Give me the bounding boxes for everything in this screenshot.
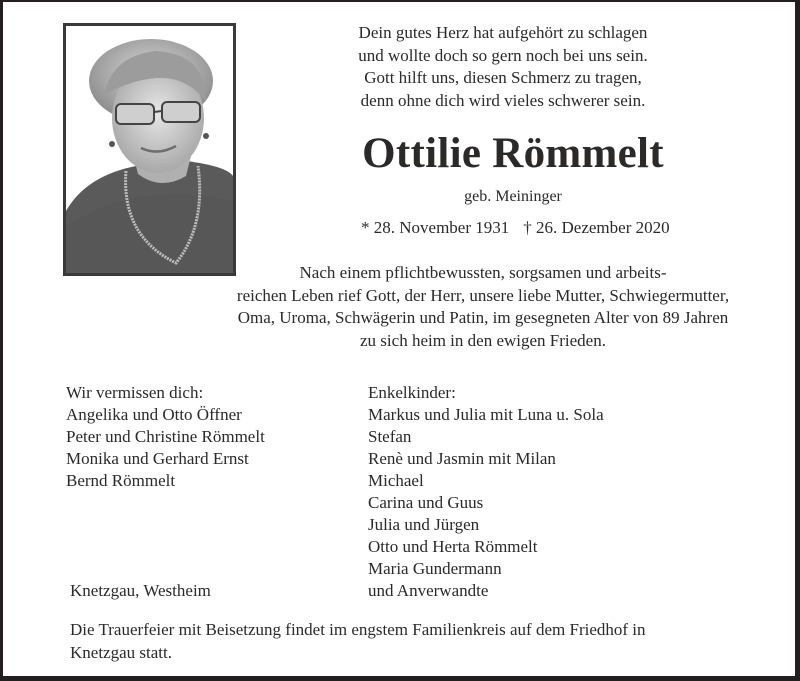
poem [303, 22, 703, 112]
mourner-name: Carina und Guus [368, 493, 484, 512]
paragraph-line: Oma, Uroma, Schwägerin und Patin, im gesegneten Alter von 89 Jahren [237, 308, 729, 327]
mourners-children [66, 382, 346, 492]
mourner-name: Bernd Römmelt [66, 471, 176, 490]
mourner-name: Stefan [368, 427, 412, 446]
mourner-name: Otto und Herta Römmelt [368, 537, 538, 556]
mourners-heading: Enkelkinder: [368, 383, 456, 402]
death-date: † 26. Dezember 2020 [523, 218, 670, 237]
mourner-name: Michael [368, 471, 424, 490]
mourner-name: Markus und Julia mit Luna u. Sola [368, 405, 604, 424]
paragraph-line: Nach einem pflichtbewussten, sorgsamen und arbeits- [299, 263, 667, 282]
born-name: geb. Meininger [464, 188, 562, 205]
paragraph-line: reichen Leben rief Gott, der Herr, unsere liebe Mutter, Schwiegermutter, [236, 285, 730, 305]
mourner-name: Monika und Gerhard Ernst [66, 449, 249, 468]
place: Knetzgau, Westheim [70, 581, 211, 600]
notice-line: Knetzgau statt. [70, 642, 172, 662]
mourner-name: Renè und Jasmin mit Milan [368, 449, 556, 468]
mourner-name: Maria Gundermann [368, 559, 502, 578]
poem-line: und wollte doch so gern noch bei uns sein. [358, 45, 648, 65]
notice-line: Die Trauerfeier mit Beisetzung findet im engstem Familienkreis auf dem Friedhof in [70, 620, 646, 639]
announcement-paragraph [183, 262, 783, 352]
mourners-heading: Wir vermissen dich: [66, 383, 204, 402]
poem-line: denn ohne dich wird vieles schwerer sein. [360, 90, 646, 110]
mourner-name: Peter und Christine Römmelt [66, 427, 265, 446]
mourner-name: Angelika und Otto Öffner [66, 405, 242, 424]
life-dates [361, 217, 721, 239]
paragraph-line: zu sich heim in den ewigen Frieden. [360, 330, 606, 350]
portrait-photo [63, 23, 236, 276]
funeral-notice [70, 619, 750, 664]
birth-date: * 28. November 1931 [361, 218, 510, 237]
poem-line: Dein gutes Herz hat aufgehört zu schlagen [358, 23, 648, 42]
mourner-name: und Anverwandte [368, 581, 489, 600]
portrait-image-icon [66, 26, 233, 273]
deceased-name: Ottilie Römmelt [362, 130, 664, 177]
mourners-grandchildren [368, 382, 698, 602]
mourner-name: Julia und Jürgen [368, 515, 480, 534]
poem-line: Gott hilft uns, diesen Schmerz zu tragen, [364, 68, 642, 87]
